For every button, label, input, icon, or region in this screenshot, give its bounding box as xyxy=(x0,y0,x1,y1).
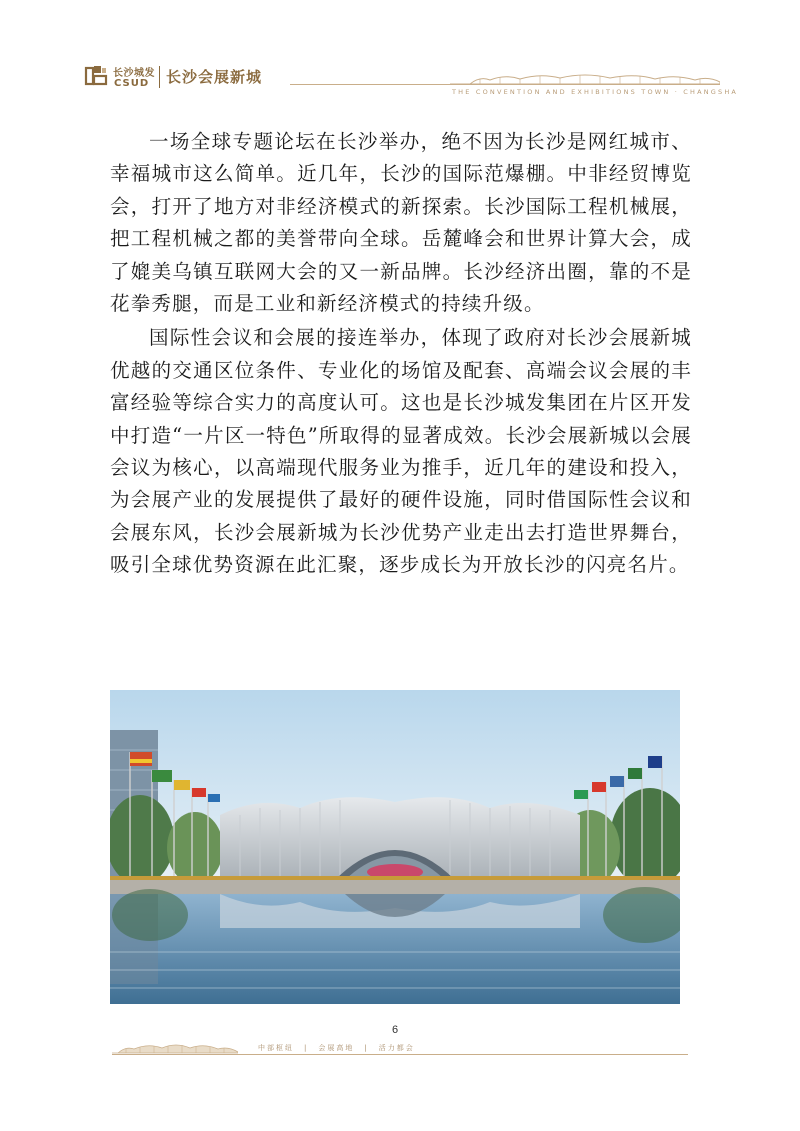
slogan-item: 会展高地 xyxy=(318,1044,355,1052)
csud-logo-icon xyxy=(84,64,108,88)
photo-illustration xyxy=(110,690,680,1004)
slogan-separator: | xyxy=(304,1044,309,1052)
article-body xyxy=(110,126,692,582)
logo-text-cn: 长沙城发 xyxy=(113,68,155,79)
page-footer xyxy=(0,1036,800,1076)
brand-title: 长沙会展新城 xyxy=(166,68,263,86)
logo-divider xyxy=(159,66,160,88)
footer-rule xyxy=(112,1054,688,1055)
logo-text-en: CSUD xyxy=(114,78,150,89)
page-header xyxy=(0,0,800,100)
slogan-item: 中部枢纽 xyxy=(258,1044,294,1052)
slogan-item: 活力都会 xyxy=(378,1044,415,1052)
paragraph: 一场全球专题论坛在长沙举办，绝不因为长沙是网红城市、幸福城市这么简单。近几年，长沙的国际范爆棚。中非经贸博览会，打开了地方对非经济模式的新探索。长沙国际工程机械展，把工程机械之都的美誉带向全球。岳麓峰会和世界计算大会，成了媲美乌镇互联网大会的又一新品牌。长沙经济出圈，靠的不是花拳秀腿，而是工业和新经济模式的持续升级。 xyxy=(110,130,692,316)
slogan-separator: | xyxy=(364,1044,369,1052)
building-skyline-icon xyxy=(112,1038,238,1054)
footer-slogan xyxy=(258,1043,415,1053)
header-tagline: THE CONVENTION AND EXHIBITIONS TOWN · CHANGSHA xyxy=(452,88,739,96)
page-number: 6 xyxy=(392,1024,399,1036)
convention-center-photo xyxy=(110,690,680,1004)
paragraph: 国际性会议和会展的接连举办，体现了政府对长沙会展新城优越的交通区位条件、专业化的场馆及配套、高端会议会展的丰富经验等综合实力的高度认可。这也是长沙城发集团在片区开发中打造“一片区一特色”所取得的显著成效。长沙会展新城以会展会议为核心，以高端现代服务业为推手，近几年的建设和投入，为会展产业的发展提供了最好的硬件设施，同时借国际性会议和会展东风，长沙会展新城为长沙优势产业走出去打造世界舞台，吸引全球优势资源在此汇聚，逐步成长为开放长沙的闪亮名片。 xyxy=(110,326,692,577)
convention-building-icon xyxy=(450,70,720,86)
